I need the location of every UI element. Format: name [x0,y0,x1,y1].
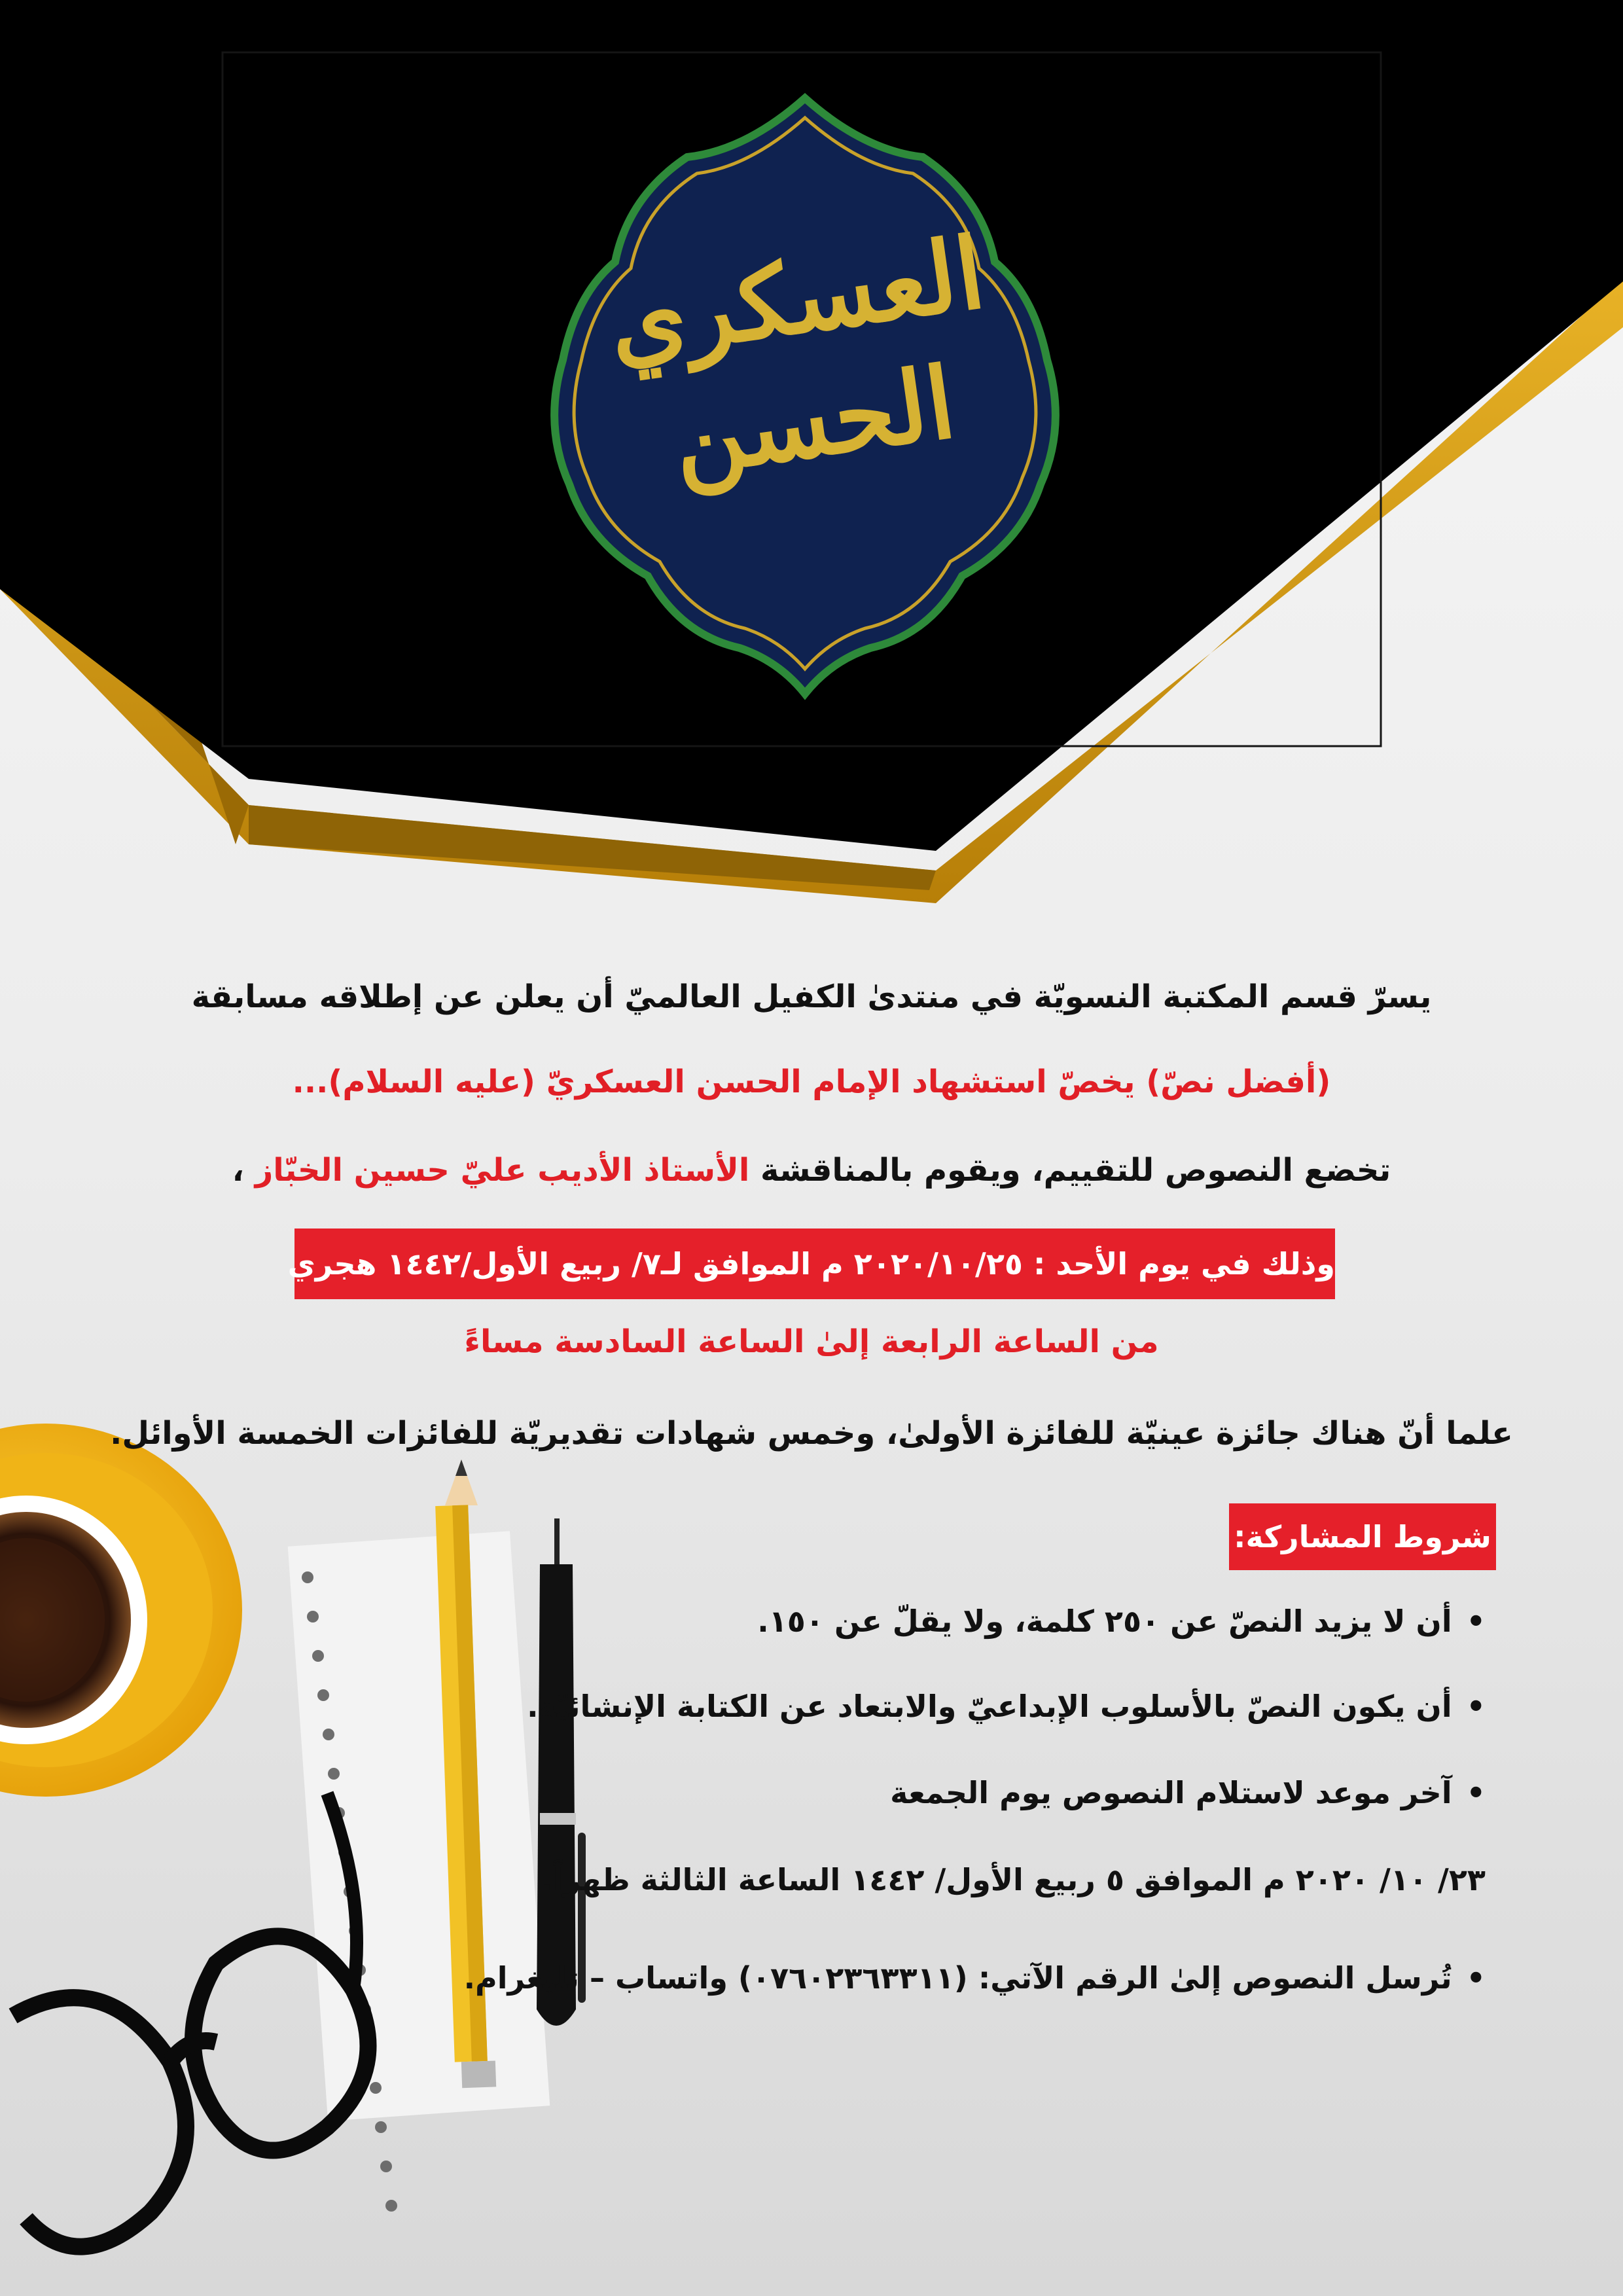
condition-text: أن يكون النصّ بالأسلوب الإبداعيّ والابتعاد عن الكتابة الإنشائيّة. [527,1689,1452,1724]
date-banner [287,1229,1335,1299]
logo-line-1: العسكري [601,215,991,382]
conditions-heading-box [1229,1503,1496,1570]
condition-item [757,1604,1486,1639]
condition-item [890,1775,1486,1810]
intro-line: يسرّ قسم المكتبة النسويّة في منتدىٰ الكفيل العالميّ أن يعلن عن إطلاقه مسابقة [191,978,1432,1015]
bullet-icon: • [1466,1604,1486,1639]
condition-deadline-date: ٢٣/ ١٠/ ٢٠٢٠ م الموافق ٥ ربيع الأول/ ١٤٤٢ الساعة الثالثة ظهراً. [541,1862,1486,1897]
bullet-icon: • [1466,1775,1486,1810]
date-banner-text: وذلك في يوم الأحد : ٢٠٢٠/١٠/٢٥ م الموافق لـ٧/ ربيع الأول/١٤٤٢ هجري [287,1246,1335,1282]
logo-line-2: الحسن [665,344,962,499]
time-line: من الساعة الرابعة إلىٰ الساعة السادسة مساءً [464,1323,1159,1360]
prizes-line: علما أنّ هناك جائزة عينيّة للفائزة الأولىٰ، وخمس شهادات تقديريّة للفائزات الخمسة الأوائل. [110,1415,1513,1452]
condition-text: آخر موعد لاستلام النصوص يوم الجمعة [890,1775,1452,1810]
judging-line [0,1152,1623,1189]
condition-text: أن لا يزيد النصّ عن ٢٥٠ كلمة، ولا يقلّ عن ١٥٠. [757,1604,1452,1639]
condition-text: تُرسل النصوص إلىٰ الرقم الآتي: (٠٧٦٠٢٣٦٣٣١١) واتساب – تليغرام. [463,1960,1452,1996]
bullet-icon: • [1466,1689,1486,1724]
judging-suffix: ، [232,1152,255,1189]
condition-item [464,1960,1486,1996]
judge-name: الأستاذ الأديب عليّ حسين الخبّاز [255,1152,750,1189]
competition-title-line: (أفضل نصّ) يخصّ استشهاد الإمام الحسن العسكريّ (عليه السلام)... [292,1064,1331,1100]
bullet-icon: • [1466,1960,1486,1996]
judging-prefix: تخضع النصوص للتقييم، ويقوم بالمناقشة [749,1152,1391,1189]
conditions-heading: شروط المشاركة: [1234,1519,1491,1554]
condition-item [527,1689,1486,1724]
